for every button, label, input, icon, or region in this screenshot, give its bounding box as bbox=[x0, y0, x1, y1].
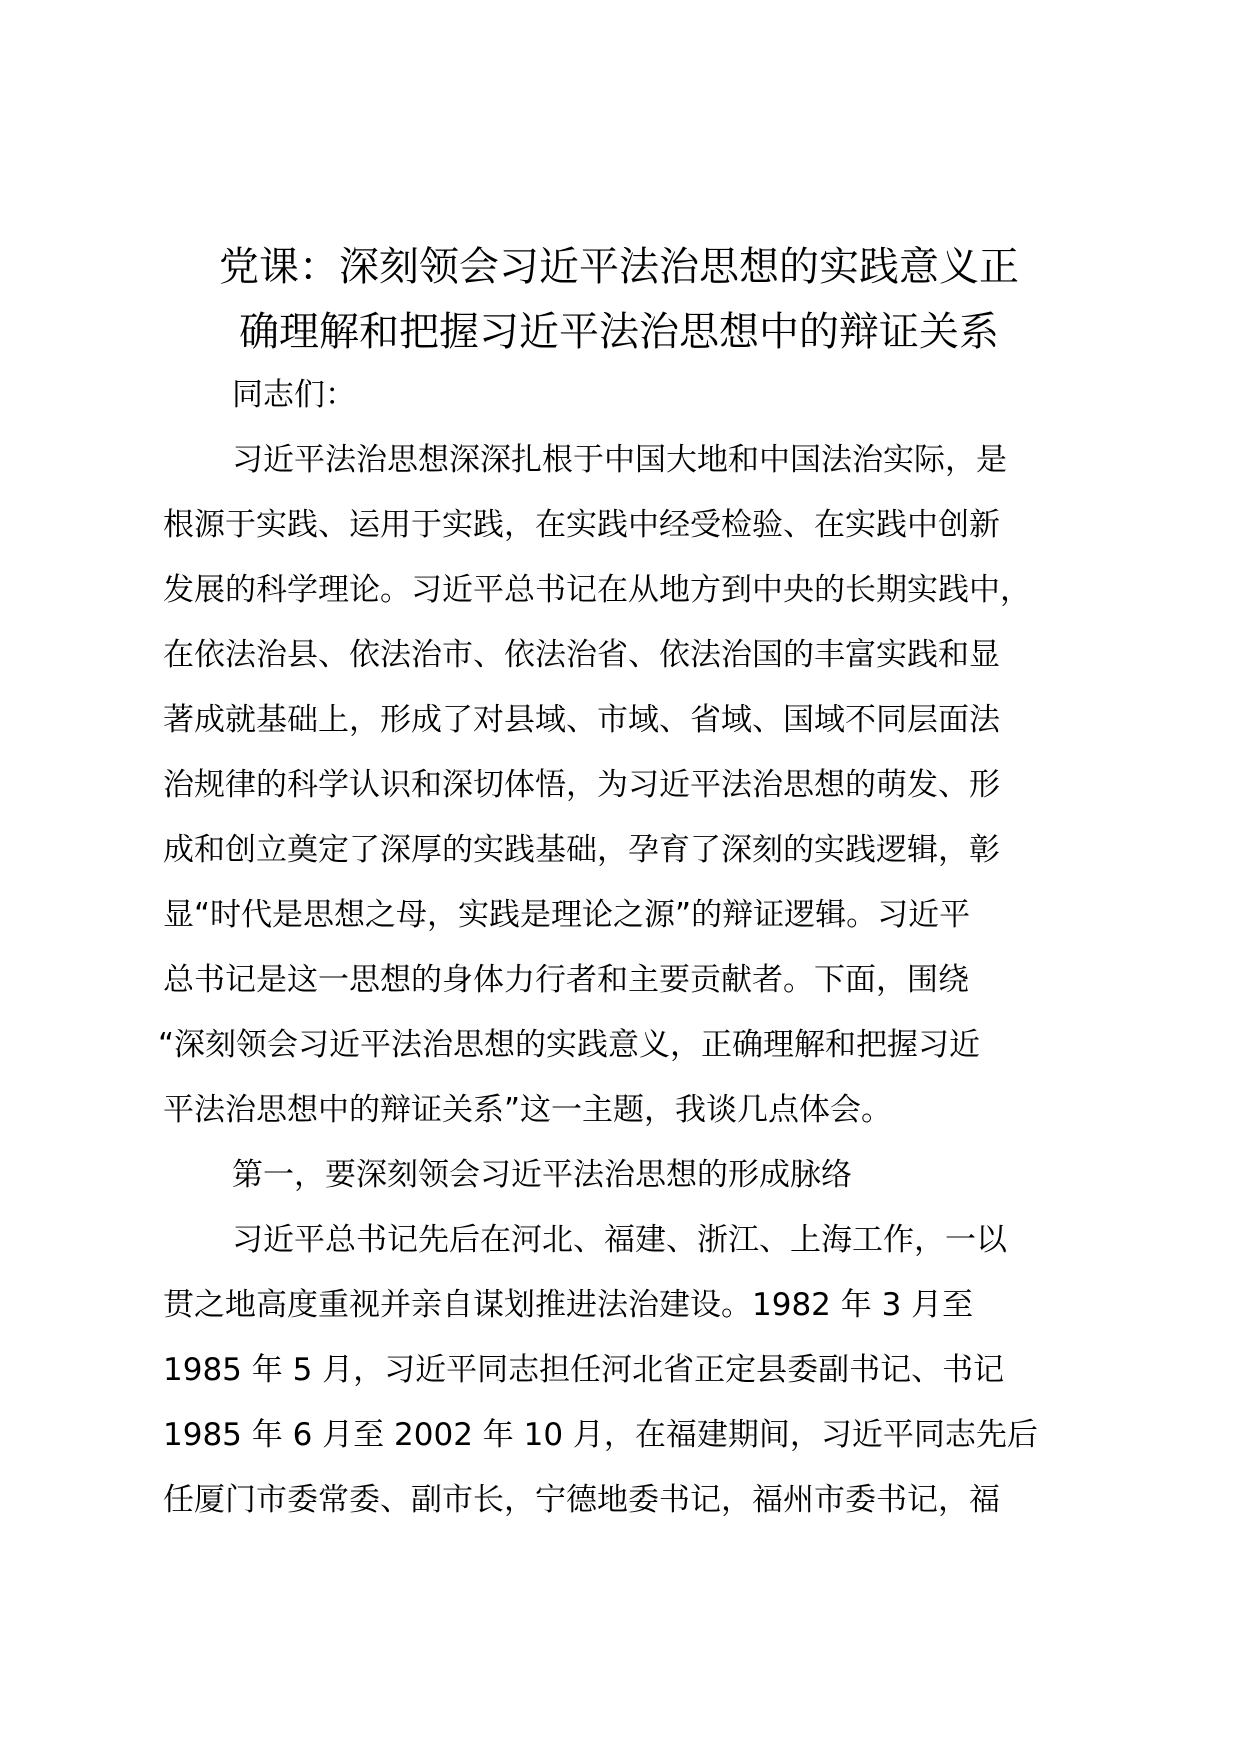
intro-line-10: “深刻领会习近平法治思想的实践意义，正确理解和把握习近 bbox=[158, 1027, 981, 1063]
document-title-line-2: 确理解和把握习近平法治思想中的辩证关系 bbox=[239, 309, 999, 355]
document-title-line-1: 党课：深刻领会习近平法治思想的实践意义正 bbox=[219, 244, 1019, 290]
intro-line-1: 习近平法治思想深深扎根于中国大地和中国法治实际，是 bbox=[232, 442, 1007, 478]
section-line-1: 习近平总书记先后在河北、福建、浙江、上海工作，一以 bbox=[232, 1222, 1007, 1258]
intro-line-9: 总书记是这一思想的身体力行者和主要贡献者。下面，围绕 bbox=[163, 962, 969, 998]
section-line-3: 1985 年 5 月，习近平同志担任河北省正定县委副书记、书记 bbox=[163, 1352, 1005, 1388]
intro-line-7: 成和创立奠定了深厚的实践基础，孕育了深刻的实践逻辑，彰 bbox=[163, 832, 1000, 868]
section-line-4: 1985 年 6 月至 2002 年 10 月，在福建期间，习近平同志先后 bbox=[163, 1417, 1038, 1453]
intro-line-6: 治规律的科学认识和深切体悟，为习近平法治思想的萌发、形 bbox=[163, 767, 1000, 803]
section-line-2: 贯之地高度重视并亲自谋划推进法治建设。1982 年 3 月至 bbox=[163, 1287, 974, 1323]
salutation: 同志们： bbox=[232, 377, 356, 413]
intro-line-5: 著成就基础上，形成了对县域、市域、省域、国域不同层面法 bbox=[163, 702, 1000, 738]
intro-line-11: 平法治思想中的辩证关系”这一主题，我谈几点体会。 bbox=[163, 1092, 893, 1128]
intro-line-2: 根源于实践、运用于实践，在实践中经受检验、在实践中创新 bbox=[163, 507, 1000, 543]
section-heading: 第一，要深刻领会习近平法治思想的形成脉络 bbox=[232, 1157, 852, 1193]
section-line-5: 任厦门市委常委、副市长，宁德地委书记，福州市委书记，福 bbox=[163, 1482, 1000, 1518]
intro-line-3: 发展的科学理论。习近平总书记在从地方到中央的长期实践中， bbox=[163, 572, 1031, 608]
intro-line-8: 显“时代是思想之母，实践是理论之源”的辩证逻辑。习近平 bbox=[163, 897, 971, 933]
intro-line-4: 在依法治县、依法治市、依法治省、依法治国的丰富实践和显 bbox=[163, 637, 1000, 673]
